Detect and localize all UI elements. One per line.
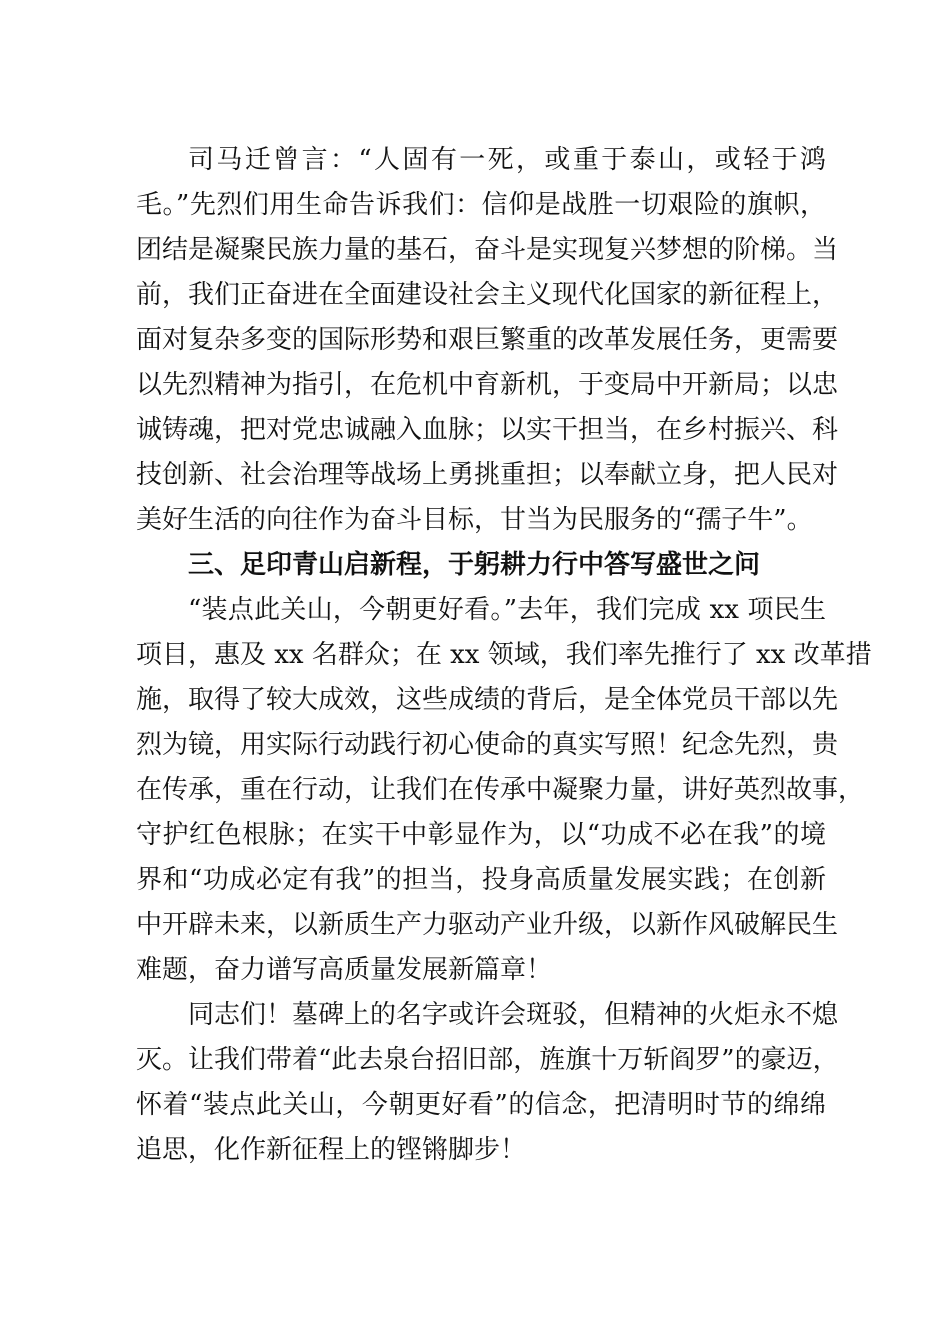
text-line: 前，我们正奋进在全面建设社会主义现代化国家的新征程上， (136, 280, 839, 310)
text-line: 以先烈精神为指引，在危机中育新机，于变局中开新局；以忠 (136, 370, 839, 400)
text-line: 毛。”先烈们用生命告诉我们：信仰是战胜一切艰险的旗帜， (136, 190, 826, 220)
text-line: 烈为镜，用实际行动践行初心使命的真实写照！纪念先烈，贵 (136, 730, 839, 760)
text-line: 界和“功成必定有我”的担当，投身高质量发展实践；在创新 (136, 865, 826, 895)
text-line: 难题，奋力谱写高质量发展新篇章！ (136, 955, 553, 985)
text-line: 同志们！墓碑上的名字或许会斑驳，但精神的火炬永不熄 (188, 1000, 839, 1030)
text-line: 中开辟未来，以新质生产力驱动产业升级，以新作风破解民生 (136, 910, 839, 940)
text-line: 在传承，重在行动，让我们在传承中凝聚力量，讲好英烈故事， (136, 775, 865, 805)
text-line: 项目，惠及 xx 名群众；在 xx 领域，我们率先推行了 xx 改革措 (136, 640, 872, 670)
text-line: 面对复杂多变的国际形势和艰巨繁重的改革发展任务，更需要 (136, 325, 839, 355)
text-line: 灭。让我们带着“此去泉台招旧部，旌旗十万斩阎罗”的豪迈， (136, 1045, 839, 1075)
text-line: 司马迁曾言：“人固有一死，或重于泰山，或轻于鸿 (188, 145, 826, 175)
text-line: 施，取得了较大成效，这些成绩的背后，是全体党员干部以先 (136, 685, 839, 715)
text-line: 美好生活的向往作为奋斗目标，甘当为民服务的“孺子牛”。 (136, 505, 813, 535)
text-line: 守护红色根脉；在实干中彰显作为，以“功成不必在我”的境 (136, 820, 826, 850)
text-line: 怀着“装点此关山，今朝更好看”的信念，把清明时节的绵绵 (136, 1090, 826, 1120)
text-line: 团结是凝聚民族力量的基石，奋斗是实现复兴梦想的阶梯。当 (136, 235, 839, 265)
text-line: 技创新、社会治理等战场上勇挑重担；以奉献立身，把人民对 (136, 460, 839, 490)
text-line: 追思，化作新征程上的铿锵脚步！ (136, 1135, 527, 1165)
text-line: “装点此关山，今朝更好看。”去年，我们完成 xx 项民生 (188, 595, 826, 625)
section-heading: 三、足印青山启新程，于躬耕力行中答写盛世之问 (188, 550, 761, 580)
text-line: 诚铸魂，把对党忠诚融入血脉；以实干担当，在乡村振兴、科 (136, 415, 839, 445)
